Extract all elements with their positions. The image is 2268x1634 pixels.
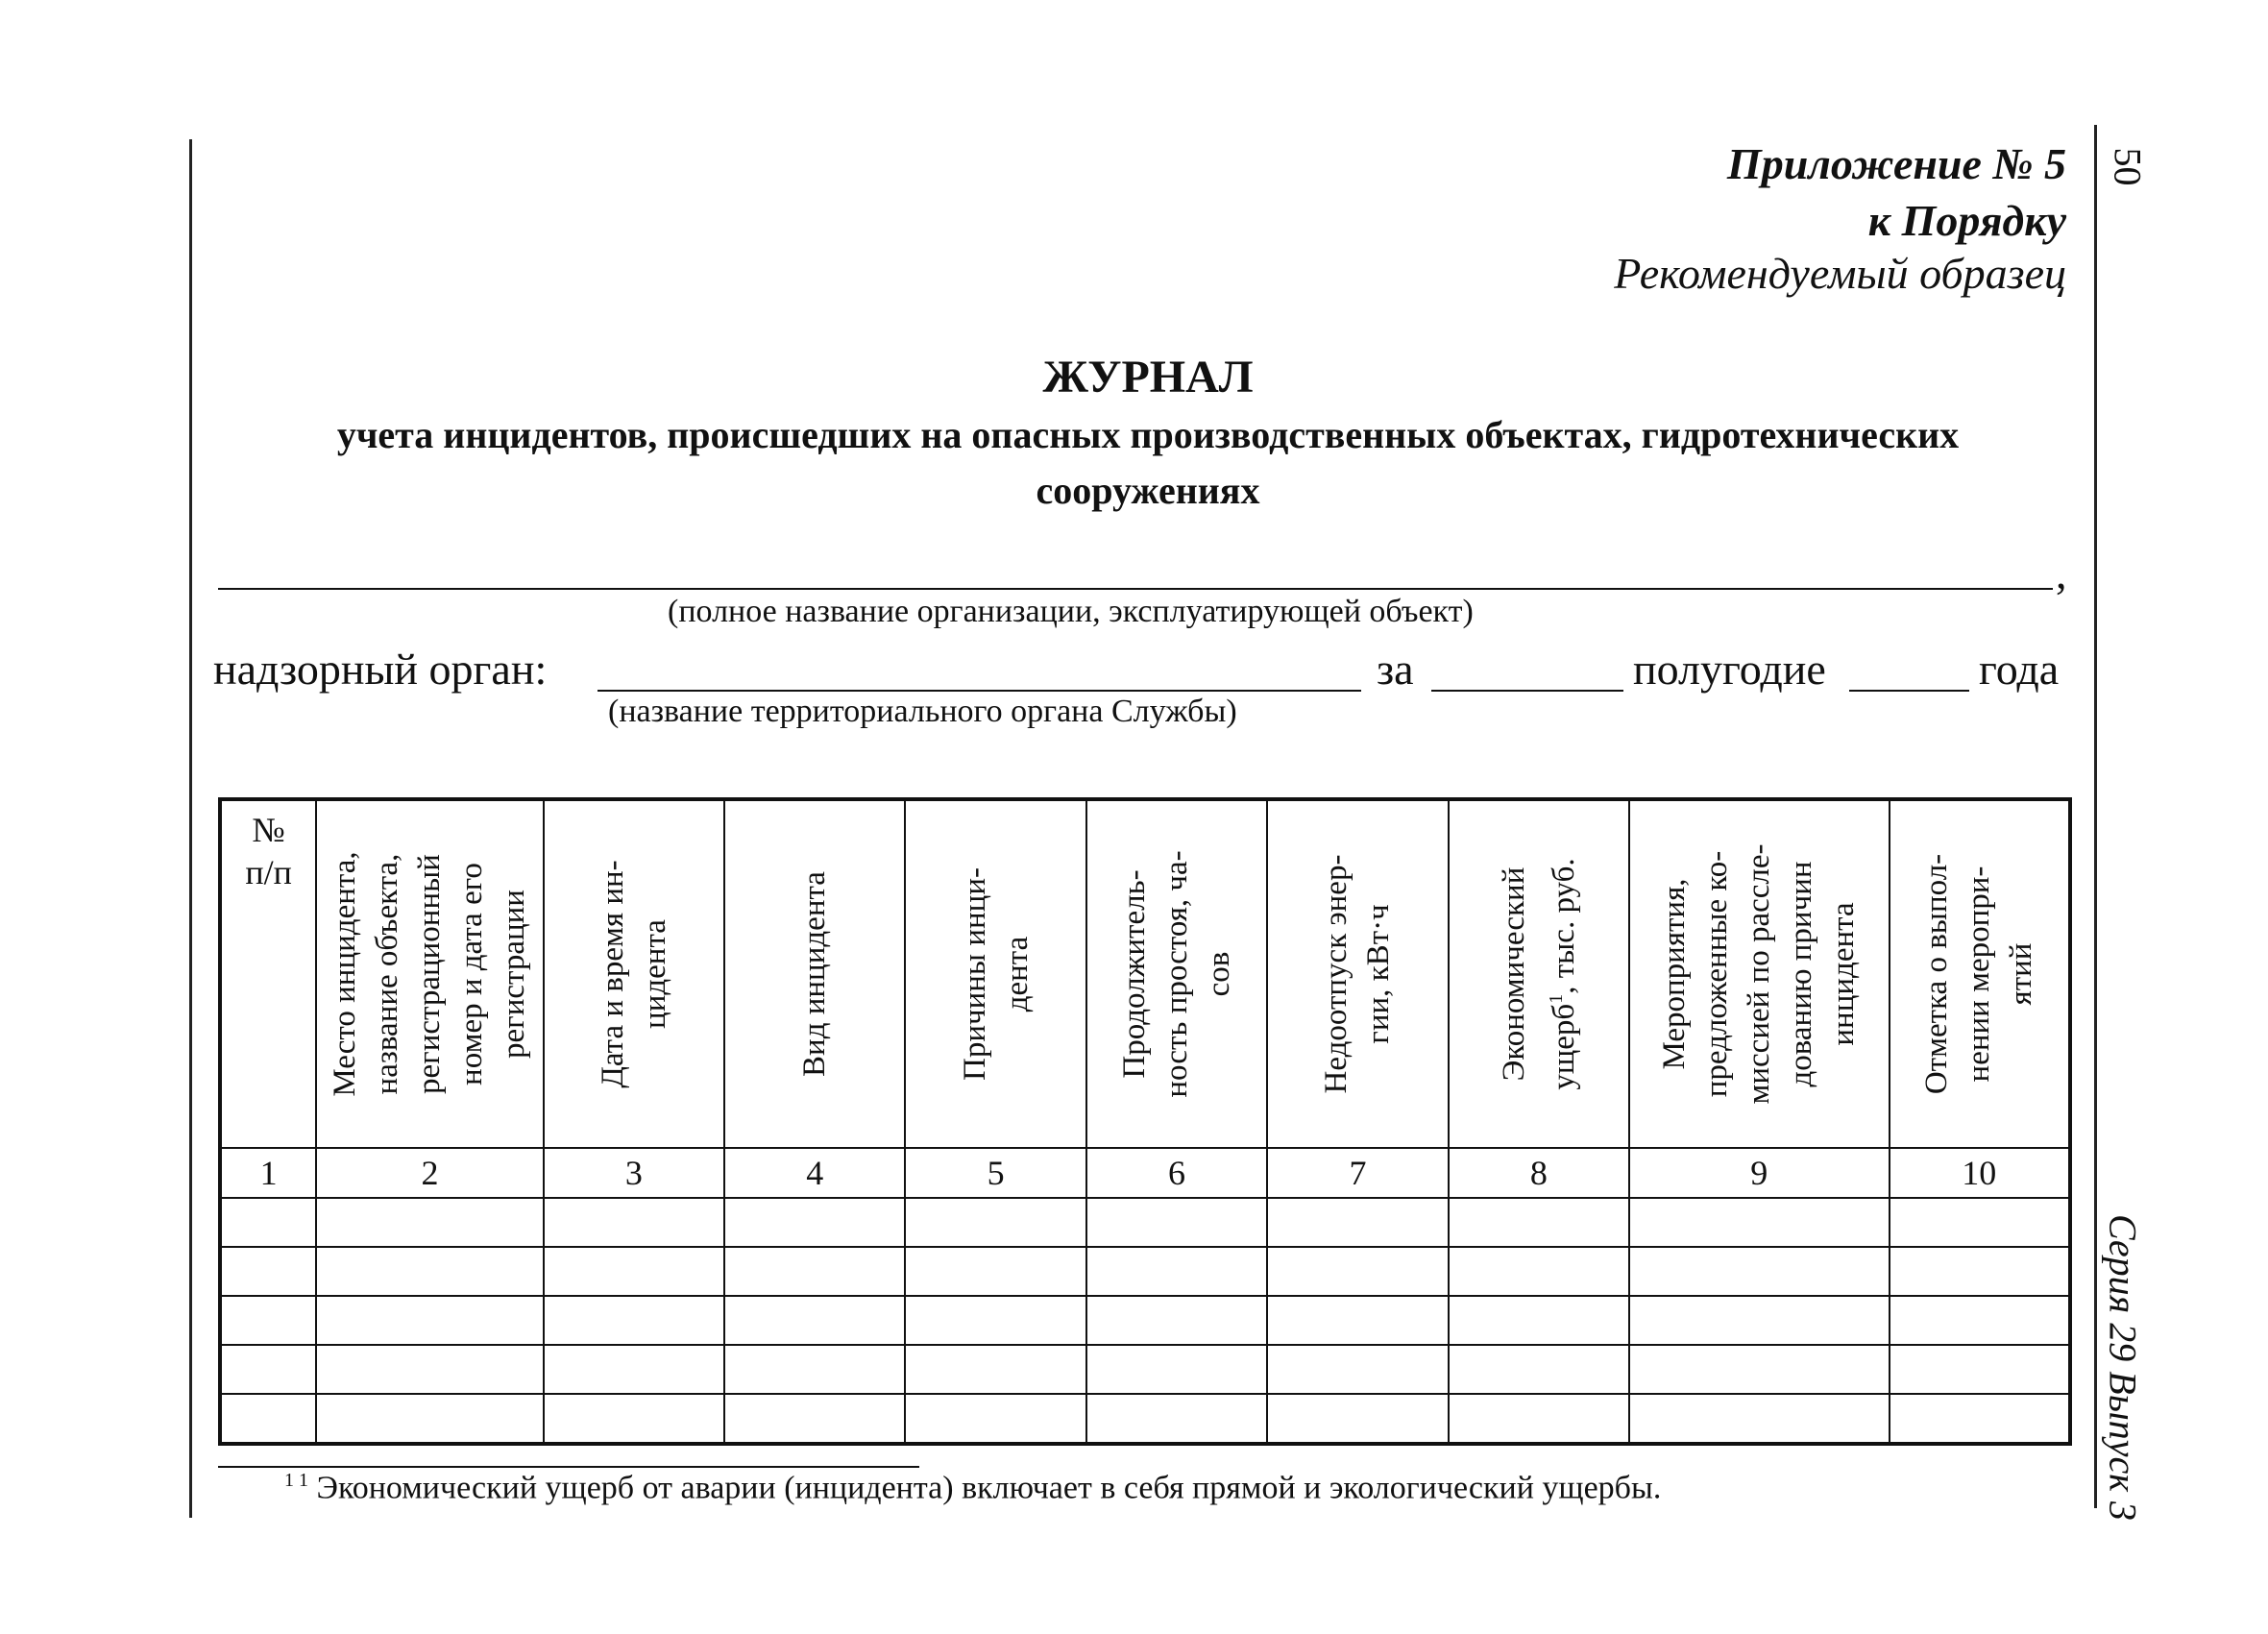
header-downtime-line: Продолжитель- <box>1117 869 1153 1079</box>
column-number: 6 <box>1086 1148 1267 1198</box>
table-row <box>220 1394 2070 1444</box>
year-field[interactable] <box>1849 690 1969 692</box>
table-cell[interactable] <box>1267 1394 1448 1444</box>
header-location-line: регистрации <box>497 890 532 1059</box>
table-cell[interactable] <box>1629 1345 1890 1394</box>
header-incident-type <box>724 799 905 1148</box>
table-cell[interactable] <box>1890 1247 2070 1296</box>
header-datetime-line: цидента <box>637 919 672 1029</box>
appendix-reference: к Порядку <box>1867 196 2066 245</box>
table-cell[interactable] <box>1629 1247 1890 1296</box>
table-row <box>220 1296 2070 1345</box>
table-cell[interactable] <box>544 1345 724 1394</box>
header-measures-line: Мероприятия, <box>1657 878 1693 1070</box>
table-cell[interactable] <box>1629 1296 1890 1345</box>
table-cell[interactable] <box>905 1296 1085 1345</box>
column-number: 7 <box>1267 1148 1448 1198</box>
header-location-line: номер и дата его <box>454 863 490 1085</box>
header-number-line1: № <box>252 811 285 849</box>
header-location-line: название объекта, <box>370 853 405 1095</box>
header-completion-mark-line: Отметка о выпол- <box>1919 853 1955 1095</box>
header-location <box>316 799 543 1148</box>
header-location-line: Место инцидента, <box>328 851 363 1097</box>
table-cell[interactable] <box>1449 1394 1629 1444</box>
column-number: 9 <box>1629 1148 1890 1198</box>
header-measures-line: дованию причин <box>1784 861 1819 1087</box>
table-cell[interactable] <box>1267 1198 1448 1247</box>
table-cell[interactable] <box>1449 1198 1629 1247</box>
table-cell[interactable] <box>1449 1296 1629 1345</box>
table-cell[interactable] <box>1890 1394 2070 1444</box>
document-subtitle-line2: сооружениях <box>1036 469 1260 512</box>
table-cell[interactable] <box>544 1198 724 1247</box>
organization-comma: , <box>2056 549 2067 598</box>
header-causes <box>905 799 1085 1148</box>
table-cell[interactable] <box>724 1247 905 1296</box>
header-measures-line: миссией по рассле- <box>1742 843 1777 1105</box>
column-number: 5 <box>905 1148 1085 1198</box>
table-cell[interactable] <box>905 1247 1085 1296</box>
table-row <box>220 1247 2070 1296</box>
document-title: ЖУРНАЛ <box>1042 352 1254 402</box>
table-cell[interactable] <box>1890 1345 2070 1394</box>
column-number: 1 <box>220 1148 316 1198</box>
table-cell[interactable] <box>544 1394 724 1444</box>
column-number: 8 <box>1449 1148 1629 1198</box>
table-cell[interactable] <box>316 1394 543 1444</box>
page-number: 50 <box>2106 147 2150 186</box>
table-cell[interactable] <box>724 1394 905 1444</box>
table-cell[interactable] <box>724 1345 905 1394</box>
column-number: 4 <box>724 1148 905 1198</box>
header-measures <box>1629 799 1890 1148</box>
table-cell[interactable] <box>905 1394 1085 1444</box>
header-economic-damage-unit: , тыс. руб. <box>1546 858 1581 994</box>
header-number-line2: п/п <box>245 853 292 891</box>
table-cell[interactable] <box>544 1296 724 1345</box>
table-cell[interactable] <box>1086 1345 1267 1394</box>
organization-name-field[interactable] <box>218 588 2053 590</box>
table-cell[interactable] <box>220 1345 316 1394</box>
column-number-row <box>220 1148 2070 1198</box>
table-cell[interactable] <box>905 1345 1085 1394</box>
table-cell[interactable] <box>220 1198 316 1247</box>
footnote-marker: 1 1 <box>284 1470 308 1491</box>
document-subtitle-line1: учета инцидентов, происшедших на опасных производственных объектах, гидротехнических <box>336 413 1960 456</box>
header-datetime <box>544 799 724 1148</box>
header-causes-line: Причины инци- <box>957 867 992 1081</box>
header-completion-mark <box>1890 799 2070 1148</box>
header-datetime-line: Дата и время ин- <box>595 860 630 1088</box>
table-cell[interactable] <box>1629 1394 1890 1444</box>
table-header-row <box>220 799 2070 1148</box>
table-row <box>220 1198 2070 1247</box>
table-cell[interactable] <box>1267 1345 1448 1394</box>
header-number <box>220 799 316 1148</box>
table-cell[interactable] <box>1086 1198 1267 1247</box>
table-cell[interactable] <box>220 1247 316 1296</box>
column-number: 2 <box>316 1148 543 1198</box>
halfyear-field[interactable] <box>1431 690 1623 692</box>
header-economic-damage-word: ущерб <box>1546 1003 1581 1090</box>
table-cell[interactable] <box>1086 1247 1267 1296</box>
organization-caption: (полное название организации, эксплуатирующей объект) <box>668 594 1474 629</box>
header-downtime <box>1086 799 1267 1148</box>
footnote <box>284 1470 1661 1506</box>
blank-entry-rows <box>220 1198 2070 1444</box>
incident-journal-table <box>218 797 2072 1446</box>
table-cell[interactable] <box>316 1345 543 1394</box>
table-cell[interactable] <box>905 1198 1085 1247</box>
header-economic-damage-line: Экономический <box>1496 866 1531 1082</box>
header-downtime-line: ность простоя, ча- <box>1159 850 1195 1098</box>
table-cell[interactable] <box>316 1198 543 1247</box>
year-label: года <box>1979 645 2060 694</box>
header-completion-mark-line: нении меропри- <box>1962 866 1997 1083</box>
table-cell[interactable] <box>1890 1296 2070 1345</box>
header-energy-shortfall-line: Недоотпуск энер- <box>1319 854 1354 1094</box>
footnote-separator <box>218 1466 919 1468</box>
header-downtime-line: сов <box>1202 951 1237 997</box>
header-economic-damage <box>1449 799 1629 1148</box>
table-cell[interactable] <box>1086 1296 1267 1345</box>
header-completion-mark-line: ятий <box>2004 942 2039 1006</box>
table-cell[interactable] <box>220 1394 316 1444</box>
table-cell[interactable] <box>316 1247 543 1296</box>
header-location-line: регистрационный <box>412 854 448 1094</box>
table-cell[interactable] <box>724 1296 905 1345</box>
table-cell[interactable] <box>1449 1345 1629 1394</box>
table-cell[interactable] <box>1267 1247 1448 1296</box>
appendix-sample-note: Рекомендуемый образец <box>1614 249 2066 298</box>
header-energy-shortfall <box>1267 799 1448 1148</box>
header-measures-line: инцидента <box>1826 902 1862 1046</box>
column-number: 3 <box>544 1148 724 1198</box>
table-cell[interactable] <box>724 1198 905 1247</box>
table-row <box>220 1345 2070 1394</box>
table-cell[interactable] <box>316 1296 543 1345</box>
header-incident-type-line: Вид инцидента <box>797 871 833 1077</box>
header-energy-shortfall-line: гии, кВт·ч <box>1361 904 1397 1044</box>
table-cell[interactable] <box>220 1296 316 1345</box>
table-cell[interactable] <box>1267 1296 1448 1345</box>
period-for-label: за <box>1377 645 1414 694</box>
header-causes-line: дента <box>999 936 1035 1012</box>
table-cell[interactable] <box>1890 1198 2070 1247</box>
left-margin-line <box>189 139 192 1518</box>
appendix-number: Приложение № 5 <box>1726 139 2066 188</box>
table-cell[interactable] <box>544 1247 724 1296</box>
footnote-ref-marker: 1 <box>1545 993 1567 1004</box>
footnote-text: Экономический ущерб от аварии (инцидента) включает в себя прямой и экологический ущербы. <box>308 1470 1662 1506</box>
series-label: Серия 29 Выпуск 3 <box>2101 1213 2145 1522</box>
right-margin-line <box>2094 125 2097 1508</box>
supervisory-caption: (название территориального органа Службы) <box>608 694 1237 729</box>
header-economic-damage-line2 <box>1535 816 1585 1133</box>
header-measures-line: предложенные ко- <box>1699 850 1735 1098</box>
supervisory-name-field[interactable] <box>597 690 1361 692</box>
halfyear-label: полугодие <box>1633 645 1826 694</box>
supervisory-label: надзорный орган: <box>213 645 548 694</box>
table-cell[interactable] <box>1449 1247 1629 1296</box>
column-number: 10 <box>1890 1148 2070 1198</box>
table-cell[interactable] <box>1086 1394 1267 1444</box>
table-cell[interactable] <box>1629 1198 1890 1247</box>
